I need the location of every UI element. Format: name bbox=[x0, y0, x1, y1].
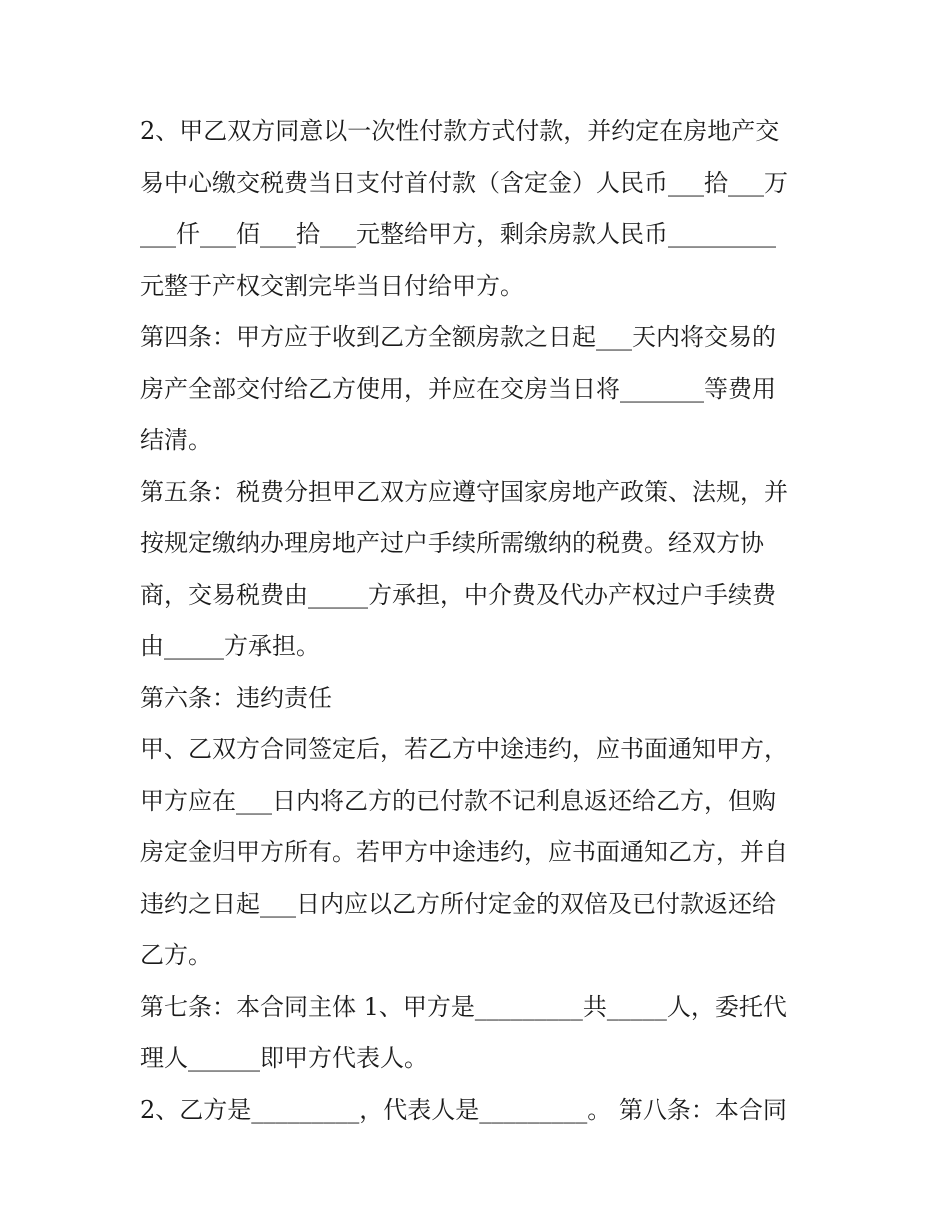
text-line: ___仟___佰___拾___元整给甲方，剩余房款人民币_________ bbox=[140, 220, 776, 248]
text-line: 第七条：本合同主体 1、甲方是_________共_____人，委托代 bbox=[140, 992, 787, 1021]
text-line: 第六条：违约责任 bbox=[140, 683, 332, 712]
text-line: 第五条：税费分担甲乙双方应遵守国家房地产政策、法规，并 bbox=[140, 477, 788, 506]
text-line: 易中心缴交税费当日支付首付款（含定金）人民币___拾___万 bbox=[140, 168, 788, 197]
text-line: 由_____方承担。 bbox=[140, 632, 320, 660]
text-line: 结清。 bbox=[140, 426, 212, 454]
contract-body-text bbox=[140, 106, 820, 1136]
text-line: 房定金归甲方所有。若甲方中途违约，应书面通知乙方，并自 bbox=[140, 838, 788, 866]
text-line: 乙方。 bbox=[140, 941, 212, 969]
text-line: 按规定缴纳办理房地产过户手续所需缴纳的税费。经双方协 bbox=[140, 529, 764, 557]
text-line: 元整于产权交割完毕当日付给甲方。 bbox=[140, 271, 524, 300]
text-line: 房产全部交付给乙方使用，并应在交房当日将_______等费用 bbox=[140, 374, 776, 403]
text-line: 2、乙方是_________，代表人是_________。 第八条：本合同 bbox=[140, 1095, 787, 1124]
text-line: 商，交易税费由_____方承担，中介费及代办产权过户手续费 bbox=[140, 580, 776, 609]
text-line: 甲方应在___日内将乙方的已付款不记利息返还给乙方，但购 bbox=[140, 786, 776, 815]
text-line: 理人______即甲方代表人。 bbox=[140, 1044, 428, 1072]
text-line: 甲、乙双方合同签定后，若乙方中途违约，应书面通知甲方， bbox=[140, 735, 788, 763]
text-line: 违约之日起___日内应以乙方所付定金的双倍及已付款返还给 bbox=[140, 889, 776, 918]
text-line: 第四条：甲方应于收到乙方全额房款之日起___天内将交易的 bbox=[140, 323, 776, 351]
text-line: 2、甲乙双方同意以一次性付款方式付款，并约定在房地产交 bbox=[140, 117, 780, 145]
